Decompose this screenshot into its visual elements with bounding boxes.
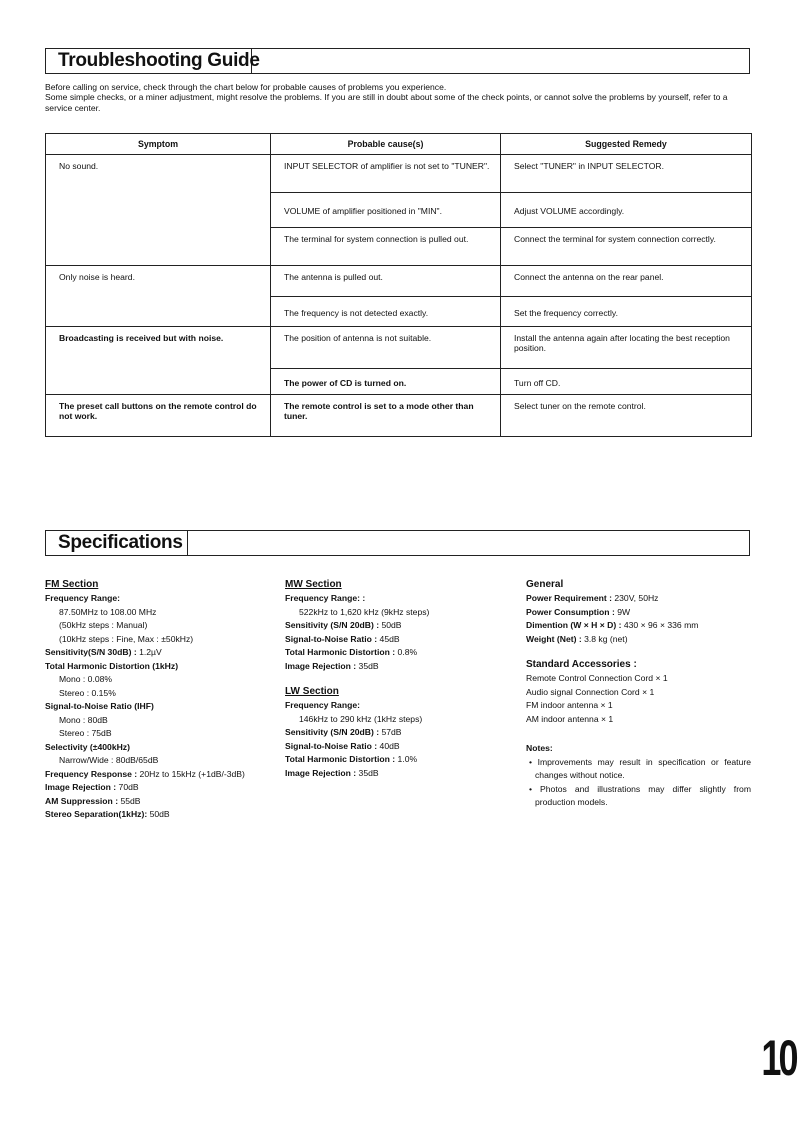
- fm-thd-mono: Mono : 0.08%: [59, 674, 113, 684]
- symptom-cell: No sound.: [46, 155, 271, 266]
- general-heading: General: [526, 579, 564, 590]
- notes-heading: Notes:: [526, 743, 553, 753]
- mw-thd-value: 0.8%: [395, 647, 418, 657]
- table-header-row: [46, 134, 752, 155]
- intro-line-1: Before calling on service, check through the chart below for probable causes of problems you experience.: [45, 82, 447, 92]
- lw-sens-value: 57dB: [379, 727, 402, 737]
- fm-sens-label: Sensitivity(S/N 30dB) :: [45, 647, 137, 657]
- remedy-cell: Install the antenna again after locating the best reception position.: [501, 327, 752, 369]
- fm-snr-mono: Mono : 80dB: [59, 714, 108, 725]
- general-section: [526, 578, 751, 810]
- table-row: [46, 155, 752, 193]
- troubleshooting-header: [45, 48, 750, 74]
- cause-cell: VOLUME of amplifier positioned in "MIN".: [271, 193, 501, 228]
- power-requirement: [526, 592, 751, 606]
- lw-snr: [285, 740, 515, 754]
- mw-heading: MW Section: [285, 579, 342, 590]
- cause-cell: INPUT SELECTOR of amplifier is not set to "TUNER".: [271, 155, 501, 193]
- power-consumption: [526, 606, 751, 620]
- fm-section: [45, 578, 285, 822]
- table-row: [46, 266, 752, 297]
- cause-cell: The frequency is not detected exactly.: [271, 297, 501, 327]
- remedy-cell: Select "TUNER" in INPUT SELECTOR.: [501, 155, 752, 193]
- specifications-header: [45, 530, 750, 556]
- mw-freq-label: Frequency Range: :: [285, 593, 366, 603]
- remedy-cell: Connect the antenna on the rear panel.: [501, 266, 752, 297]
- intro-line-2: Some simple checks, or a miner adjustment, might resolve the problems. If you are still in doubt about some of the check points, or cannot solve the problems by yourself, refer to a service center.: [45, 92, 728, 113]
- fm-freq-3: (10kHz steps : Fine, Max : ±50kHz): [59, 633, 194, 644]
- fm-sel-label: Selectivity (±400kHz): [45, 741, 130, 752]
- table-row: [46, 327, 752, 369]
- fm-image: [45, 781, 285, 795]
- specifications-title: Specifications: [46, 531, 188, 555]
- remedy-cell: Set the frequency correctly.: [501, 297, 752, 327]
- weight: [526, 633, 751, 647]
- lw-thd-value: 1.0%: [395, 754, 418, 764]
- fm-separation: [45, 808, 285, 822]
- note-item: • Improvements may result in specification or feature changes without notice.: [529, 756, 751, 780]
- cause-cell: The antenna is pulled out.: [271, 266, 501, 297]
- symptom-cell: The preset call buttons on the remote control do not work.: [46, 395, 271, 437]
- power-con-value: 9W: [614, 606, 631, 617]
- lw-snr-value: 40dB: [377, 740, 400, 751]
- fm-resp-value: 20Hz to 15kHz (+1dB/-3dB): [137, 768, 245, 779]
- accessories-heading: Standard Accessories :: [526, 659, 637, 670]
- mw-image: [285, 660, 515, 674]
- fm-snr-stereo: Stereo : 75dB: [59, 728, 112, 738]
- dim-label: Dimention (W × H × D) :: [526, 620, 622, 630]
- fm-thd-label: Total Harmonic Distortion (1kHz): [45, 660, 179, 671]
- mw-img-value: 35dB: [356, 660, 379, 671]
- mw-sensitivity: [285, 619, 515, 633]
- fm-freq-label: Frequency Range:: [45, 593, 120, 603]
- lw-img-label: Image Rejection :: [285, 767, 357, 778]
- lw-img-value: 35dB: [356, 767, 379, 778]
- mw-lw-section: [285, 578, 515, 780]
- fm-sel-value: Narrow/Wide : 80dB/65dB: [59, 755, 159, 765]
- symptom-cell: Only noise is heard.: [46, 266, 271, 327]
- note-item: • Photos and illustrations may differ slightly from production models.: [529, 783, 751, 807]
- lw-image: [285, 767, 515, 781]
- fm-sep-value: 50dB: [147, 809, 170, 819]
- mw-snr-value: 45dB: [377, 633, 400, 644]
- fm-sens-value: 1.2µV: [136, 647, 162, 657]
- troubleshooting-table: [45, 133, 752, 437]
- power-req-value: 230V, 50Hz: [611, 593, 659, 603]
- lw-snr-label: Signal-to-Noise Ratio :: [285, 740, 378, 751]
- remedy-cell: Adjust VOLUME accordingly.: [501, 193, 752, 228]
- power-req-label: Power Requirement :: [526, 593, 612, 603]
- fm-am-suppression: [45, 795, 285, 809]
- cause-cell: The terminal for system connection is pulled out.: [271, 228, 501, 266]
- mw-img-label: Image Rejection :: [285, 660, 357, 671]
- remedy-header: Suggested Remedy: [501, 134, 752, 155]
- mw-snr: [285, 633, 515, 647]
- troubleshooting-intro: [45, 82, 755, 113]
- mw-freq-value: 522kHz to 1,620 kHz (9kHz steps): [299, 606, 430, 617]
- table-row: [46, 395, 752, 437]
- fm-img-label: Image Rejection :: [45, 782, 117, 792]
- weight-label: Weight (Net) :: [526, 633, 582, 644]
- fm-am-value: 55dB: [118, 795, 141, 806]
- fm-sep-label: Stereo Separation(1kHz):: [45, 809, 148, 819]
- lw-heading: LW Section: [285, 686, 339, 697]
- dimension: [526, 619, 751, 633]
- fm-response: [45, 768, 285, 782]
- lw-thd: [285, 753, 515, 767]
- fm-thd-stereo: Stereo : 0.15%: [59, 687, 116, 698]
- fm-resp-label: Frequency Response :: [45, 768, 138, 779]
- fm-freq-1: 87.50MHz to 108.00 MHz: [59, 606, 157, 617]
- lw-thd-label: Total Harmonic Distortion :: [285, 754, 396, 764]
- symptom-header: Symptom: [46, 134, 271, 155]
- fm-snr-label: Signal-to-Noise Ratio (IHF): [45, 701, 154, 711]
- symptom-cell: Broadcasting is received but with noise.: [46, 327, 271, 395]
- accessory-item: FM indoor antenna × 1: [526, 700, 613, 710]
- cause-cell: The power of CD is turned on.: [271, 369, 501, 395]
- remedy-cell: Turn off CD.: [501, 369, 752, 395]
- mw-thd-label: Total Harmonic Distortion :: [285, 647, 396, 657]
- mw-thd: [285, 646, 515, 660]
- mw-snr-label: Signal-to-Noise Ratio :: [285, 633, 378, 644]
- lw-sensitivity: [285, 726, 515, 740]
- remedy-cell: Select tuner on the remote control.: [501, 395, 752, 437]
- accessory-item: AM indoor antenna × 1: [526, 713, 614, 724]
- fm-am-label: AM Suppression :: [45, 795, 119, 806]
- lw-freq-label: Frequency Range:: [285, 700, 360, 710]
- fm-sensitivity: [45, 646, 285, 660]
- fm-heading: FM Section: [45, 579, 99, 590]
- lw-sens-label: Sensitivity (S/N 20dB) :: [285, 727, 380, 737]
- dim-value: 430 × 96 × 336 mm: [621, 620, 699, 630]
- accessory-item: Remote Control Connection Cord × 1: [526, 673, 668, 683]
- accessory-item: Audio signal Connection Cord × 1: [526, 686, 655, 697]
- cause-header: Probable cause(s): [271, 134, 501, 155]
- fm-img-value: 70dB: [116, 782, 139, 792]
- cause-cell: The position of antenna is not suitable.: [271, 327, 501, 369]
- page-number: 10: [761, 1030, 796, 1086]
- cause-cell: The remote control is set to a mode other than tuner.: [271, 395, 501, 437]
- remedy-cell: Connect the terminal for system connection correctly.: [501, 228, 752, 266]
- lw-freq-value: 146kHz to 290 kHz (1kHz steps): [299, 713, 423, 724]
- mw-sens-value: 50dB: [379, 620, 402, 630]
- fm-freq-2: (50kHz steps : Manual): [59, 620, 148, 630]
- power-con-label: Power Consumption :: [526, 606, 615, 617]
- troubleshooting-title: Troubleshooting Guide: [46, 49, 252, 73]
- mw-sens-label: Sensitivity (S/N 20dB) :: [285, 620, 380, 630]
- weight-value: 3.8 kg (net): [581, 633, 628, 644]
